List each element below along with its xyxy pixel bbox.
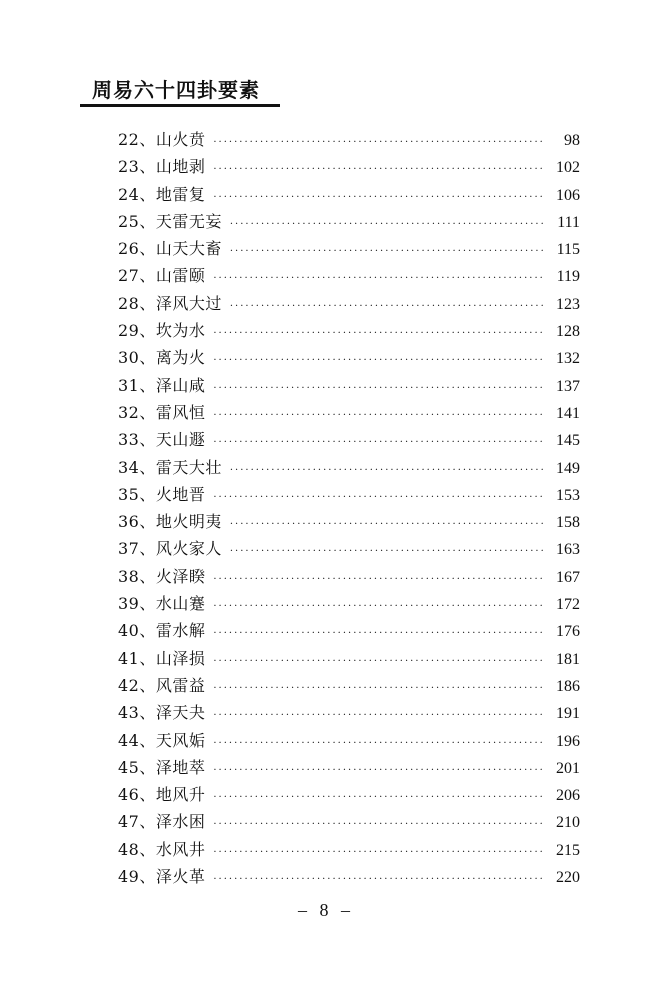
toc-entry-page-number: 215 xyxy=(556,841,580,859)
toc-entry-page-number: 196 xyxy=(556,732,580,750)
toc-entry-label: 30、离为火 xyxy=(118,348,206,368)
toc-entry[interactable] xyxy=(118,263,580,290)
toc-entry-label: 44、天风姤 xyxy=(118,730,206,750)
toc-entry-page-number: 119 xyxy=(556,268,580,286)
toc-entry[interactable] xyxy=(118,345,580,372)
toc-entry[interactable] xyxy=(118,455,580,482)
dot-leader xyxy=(213,656,544,667)
toc-entry[interactable] xyxy=(118,182,580,209)
toc-entry-page-number: 201 xyxy=(556,759,580,777)
toc-entry-page-number: 191 xyxy=(556,705,580,723)
dot-leader xyxy=(213,628,544,639)
toc-entry-page-number: 106 xyxy=(556,186,580,204)
dot-leader xyxy=(230,465,544,476)
toc-entry-label: 39、水山蹇 xyxy=(118,594,206,614)
dot-leader xyxy=(213,492,544,503)
toc-entry[interactable] xyxy=(118,646,580,673)
toc-entry[interactable] xyxy=(118,373,580,400)
toc-entry-label: 38、火泽睽 xyxy=(118,566,206,586)
toc-entry-page-number: 220 xyxy=(556,869,580,887)
toc-entry-label: 45、泽地萃 xyxy=(118,757,206,777)
toc-entry-label: 40、雷水解 xyxy=(118,621,206,641)
toc-entry-page-number: 149 xyxy=(556,459,580,477)
toc-entry-page-number: 132 xyxy=(556,350,580,368)
toc-entry-page-number: 115 xyxy=(556,241,580,259)
dot-leader xyxy=(213,574,544,585)
running-header: 周易六十四卦要素 xyxy=(92,78,260,102)
toc-entry-label: 32、雷风恒 xyxy=(118,402,206,422)
toc-entry-label: 49、泽火革 xyxy=(118,867,206,887)
toc-entry-label: 37、风火家人 xyxy=(118,539,222,559)
toc-entry-label: 25、天雷无妄 xyxy=(118,211,222,231)
dot-leader xyxy=(213,738,544,749)
toc-entry-page-number: 210 xyxy=(556,814,580,832)
toc-entry-page-number: 163 xyxy=(556,541,580,559)
dot-leader xyxy=(213,273,544,284)
toc-entry-label: 26、山天大畜 xyxy=(118,239,222,259)
toc-entry-label: 43、泽天夬 xyxy=(118,703,206,723)
toc-entry[interactable] xyxy=(118,509,580,536)
toc-entry-label: 23、山地剥 xyxy=(118,157,206,177)
toc-entry-page-number: 167 xyxy=(556,568,580,586)
toc-entry[interactable] xyxy=(118,700,580,727)
dot-leader xyxy=(213,765,544,776)
toc-entry-label: 28、泽风大过 xyxy=(118,293,222,313)
dot-leader xyxy=(213,192,544,203)
toc-entry[interactable] xyxy=(118,755,580,782)
toc-entry[interactable] xyxy=(118,236,580,263)
toc-entry-label: 47、泽水困 xyxy=(118,812,206,832)
toc-entry[interactable] xyxy=(118,782,580,809)
toc-entry-label: 29、坎为水 xyxy=(118,321,206,341)
toc-entry[interactable] xyxy=(118,673,580,700)
toc-entry-page-number: 186 xyxy=(556,677,580,695)
toc-entry[interactable] xyxy=(118,482,580,509)
toc-entry[interactable] xyxy=(118,564,580,591)
toc-entry[interactable] xyxy=(118,209,580,236)
toc-entry-label: 36、地火明夷 xyxy=(118,512,222,532)
toc-entry-page-number: 172 xyxy=(556,596,580,614)
toc-entry-page-number: 137 xyxy=(556,377,580,395)
page-number: – 8 – xyxy=(298,900,354,920)
toc-entry-page-number: 102 xyxy=(556,159,580,177)
toc-entry-page-number: 98 xyxy=(564,132,580,149)
dot-leader xyxy=(213,792,544,803)
toc-entry-label: 22、山火贲 xyxy=(118,130,206,149)
toc-entry[interactable] xyxy=(118,427,580,454)
toc-entry-label: 33、天山遯 xyxy=(118,430,206,450)
header-rule xyxy=(80,104,280,107)
toc-entry[interactable] xyxy=(118,728,580,755)
dot-leader xyxy=(213,683,544,694)
dot-leader xyxy=(213,819,544,830)
toc-entry-page-number: 176 xyxy=(556,623,580,641)
dot-leader xyxy=(213,137,544,148)
toc-entry-label: 31、泽山咸 xyxy=(118,375,206,395)
dot-leader xyxy=(213,874,544,885)
toc-entry[interactable] xyxy=(118,127,580,154)
toc-entry-label: 48、水风井 xyxy=(118,839,206,859)
toc-entry-page-number: 206 xyxy=(556,787,580,805)
toc-entry-label: 24、地雷复 xyxy=(118,184,206,204)
dot-leader xyxy=(213,355,544,366)
dot-leader xyxy=(230,519,544,530)
table-of-contents xyxy=(118,127,580,891)
dot-leader xyxy=(230,301,544,312)
dot-leader xyxy=(230,246,544,257)
toc-entry[interactable] xyxy=(118,864,580,891)
dot-leader xyxy=(213,437,544,448)
toc-entry[interactable] xyxy=(118,154,580,181)
toc-entry[interactable] xyxy=(118,318,580,345)
toc-entry-page-number: 141 xyxy=(556,404,580,422)
toc-entry-page-number: 128 xyxy=(556,323,580,341)
toc-entry[interactable] xyxy=(118,291,580,318)
toc-entry[interactable] xyxy=(118,837,580,864)
toc-entry-label: 42、风雷益 xyxy=(118,675,206,695)
toc-entry-page-number: 111 xyxy=(557,213,580,231)
dot-leader xyxy=(213,164,544,175)
dot-leader xyxy=(213,410,544,421)
toc-entry[interactable] xyxy=(118,400,580,427)
toc-entry-page-number: 145 xyxy=(556,432,580,450)
toc-entry-label: 34、雷天大壮 xyxy=(118,457,222,477)
dot-leader xyxy=(213,383,544,394)
dot-leader xyxy=(230,219,544,230)
toc-entry-page-number: 153 xyxy=(556,486,580,504)
toc-entry[interactable] xyxy=(118,618,580,645)
dot-leader xyxy=(230,546,544,557)
dot-leader xyxy=(213,328,544,339)
toc-entry[interactable] xyxy=(118,536,580,563)
toc-entry[interactable] xyxy=(118,591,580,618)
dot-leader xyxy=(213,710,544,721)
toc-entry-label: 46、地风升 xyxy=(118,785,206,805)
toc-entry-label: 41、山泽损 xyxy=(118,648,206,668)
toc-entry[interactable] xyxy=(118,809,580,836)
toc-entry-label: 35、火地晋 xyxy=(118,484,206,504)
toc-entry-page-number: 181 xyxy=(556,650,580,668)
dot-leader xyxy=(213,601,544,612)
toc-entry-label: 27、山雷颐 xyxy=(118,266,206,286)
toc-entry-page-number: 123 xyxy=(556,295,580,313)
dot-leader xyxy=(213,847,544,858)
toc-entry-page-number: 158 xyxy=(556,514,580,532)
